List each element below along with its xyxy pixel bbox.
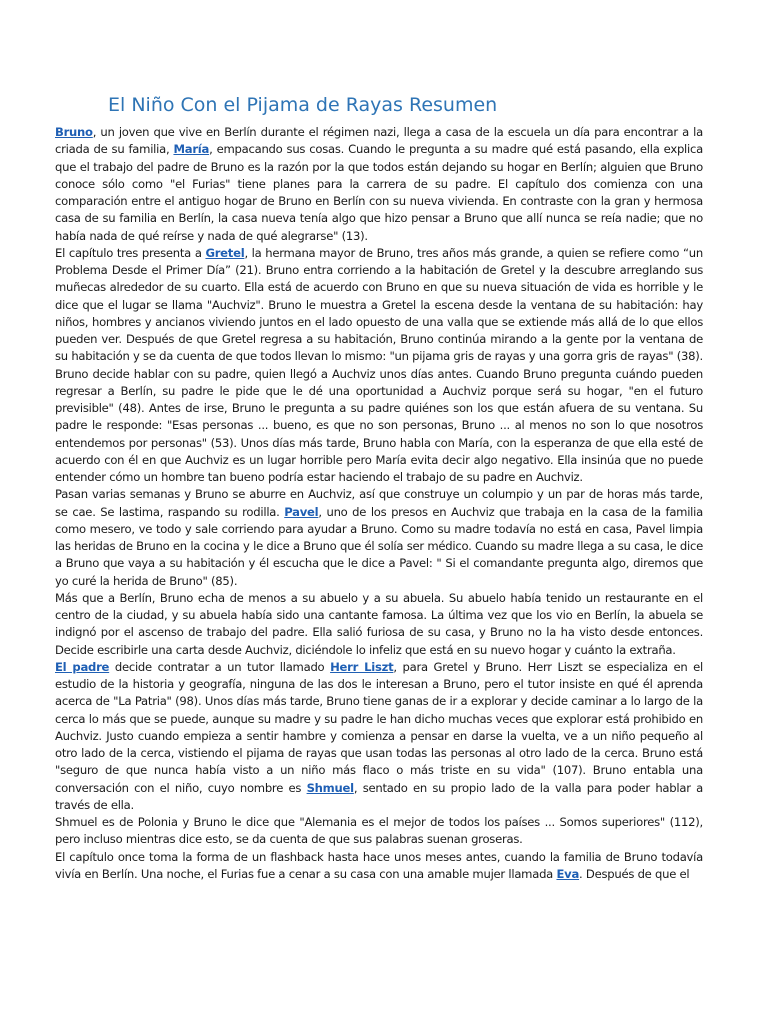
paragraph — [55, 486, 703, 590]
paragraph — [55, 849, 703, 884]
character-link[interactable]: María — [173, 142, 210, 157]
paragraph-text: , un joven que vive en Berlín durante el régimen nazi, llega a casa de la escuela un día para encontrar a la criada de su familia, — [55, 125, 703, 157]
paragraph — [55, 814, 703, 849]
paragraph-text: decide contratar a un tutor llamado — [109, 659, 331, 674]
paragraph-text: Bruno decide hablar con su padre, quien llegó a Auchviz unos días antes. Cuando Bruno pregunta cuándo pueden regresar a Berlín, su padre le pide que le dé una oportunidad a Auchviz porque será su hogar, "en el futuro previsible" (48). Antes de irse, Bruno le pregunta a su padre quiénes son los que están afuera de su ventana. Su padre le responde: "Esas personas ... bueno, es que no son personas, Bruno ... al menos no son lo que nosotros entendemos por personas" (53). Unos días más tarde, Bruno habla con María, con la esperanza de que ella esté de acuerdo con él en que Auchviz es un lugar horrible pero María evita decir algo negativo. Ella insinúa que no puede entender cómo un hombre tan bueno podría estar haciendo el trabajo de su padre en Auchviz. — [55, 366, 703, 484]
paragraph — [55, 124, 703, 245]
character-link[interactable]: Gretel — [205, 245, 245, 260]
paragraph — [55, 245, 703, 366]
paragraph-text: Pasan varias semanas y Bruno se aburre en Auchviz, así que construye un columpio y un par de horas más tarde, se cae. Se lastima, raspando su rodilla. — [55, 487, 703, 519]
paragraph — [55, 590, 703, 659]
character-link[interactable]: Eva — [556, 866, 580, 881]
paragraph-text: , sentado en su propio lado de la valla para poder hablar a través de ella. — [55, 780, 703, 812]
paragraph-text: El capítulo tres presenta a — [55, 245, 206, 260]
paragraph-text: Más que a Berlín, Bruno echa de menos a su abuelo y a su abuela. Su abuelo había tenido un restaurante en el centro de la ciudad, y su abuela había sido una cantante famosa. La última vez que los vio en Berlín, la abuela se indignó por el ascenso de trabajo del padre. Ella salió furiosa de su casa, y Bruno no la ha visto desde entonces. Decide escribirle una carta desde Auchviz, diciéndole lo infeliz que está en su nuevo hogar y cuánto la extraña. — [55, 590, 703, 657]
paragraph-text: , uno de los presos en Auchviz que trabaja en la casa de la familia como mesero, ve todo y sale corriendo para ayudar a Bruno. Como su madre todavía no está en casa, Pavel limpia las heridas de Bruno en la cocina y le dice a Bruno que él solía ser médico. Cuando su madre llega a su casa, le dice a Bruno que vaya a su habitación y él escucha que le dice a Pavel: " Si el comandante pregunta algo, diremos que yo curé la herida de Bruno" (85). — [55, 504, 703, 588]
character-link[interactable]: El padre — [55, 659, 110, 674]
document-title: El Niño Con el Pijama de Rayas Resumen — [108, 94, 498, 116]
paragraph-text: El capítulo once toma la forma de un flashback hasta hace unos meses antes, cuando la familia de Bruno todavía vivía en Berlín. Una noche, el Furias fue a cenar a su casa con una amable mujer llamada — [55, 849, 703, 881]
paragraph-text: Shmuel es de Polonia y Bruno le dice que "Alemania es el mejor de todos los países ... Somos superiores" (112), pero incluso mientras dice esto, se da cuenta de que sus palabras suenan groseras. — [55, 815, 703, 847]
paragraph-text: , para Gretel y Bruno. Herr Liszt se especializa en el estudio de la historia y geografía, ninguna de las dos le interesan a Bruno, pero el tutor insiste en qué él aprenda acerca de "La Patria" (98). Unos días más tarde, Bruno tiene ganas de ir a explorar y decide caminar a lo largo de la cerca lo más que se puede, aunque su madre y su padre le han dicho muchas veces que explorar está prohibido en Auchviz. Justo cuando empieza a sentir hambre y comienza a pensar en darse la vuelta, ve a un niño pequeño al otro lado de la cerca, vistiendo el pijama de rayas que usan todas las personas al otro lado de la cerca. Bruno está "seguro de que nunca había visto a un niño más flaco o más triste en su vida" (107). Bruno entabla una conversación con el niño, cuyo nombre es — [55, 659, 704, 795]
paragraph-text: , empacando sus cosas. Cuando le pregunta a su madre qué está pasando, ella explica que el trabajo del padre de Bruno es la razón por la que todos están dejando su hogar en Berlín; alguien que Bruno conoce sólo como "el Furias" tiene planes para la carrera de su padre. El capítulo dos comienza con una comparación entre el antiguo hogar de Bruno en Berlín con su nueva vivienda. En contraste con la gran y hermosa casa de su familia en Berlín, la casa nueva tenía algo que hizo pensar a Bruno que allí nunca se reía nadie; que no había nada de qué reírse y nada de qué alegrarse" (13). — [55, 142, 703, 243]
character-link[interactable]: Herr Liszt — [330, 659, 394, 674]
character-link[interactable]: Bruno — [55, 125, 93, 139]
paragraph — [55, 366, 703, 487]
paragraph — [55, 659, 703, 814]
paragraph-text: . Después de que el — [579, 866, 690, 881]
document-body — [55, 124, 703, 883]
character-link[interactable]: Shmuel — [306, 780, 354, 795]
paragraph-text: , la hermana mayor de Bruno, tres años más grande, a quien se refiere como “un Problema Desde el Primer Día” (21). Bruno entra corriendo a la habitación de Gretel y la descubre arreglando sus muñecas alrededor de su cuarto. Ella está de acuerdo con Bruno en que su nueva situación de vida es horrible y le dice que el lugar se llama "Auchviz". Bruno le muestra a Gretel la escena desde la ventana de su habitación: hay niños, hombres y ancianos viviendo juntos en el lado opuesto de una valla que se extiende más allá de lo que ellos pueden ver. Después de que Gretel regresa a su habitación, Bruno continúa mirando a la gente por la ventana de su habitación y se da cuenta de que todos llevan lo mismo: "un pijama gris de rayas y una gorra gris de rayas" (38). — [55, 245, 703, 364]
character-link[interactable]: Pavel — [284, 504, 319, 519]
